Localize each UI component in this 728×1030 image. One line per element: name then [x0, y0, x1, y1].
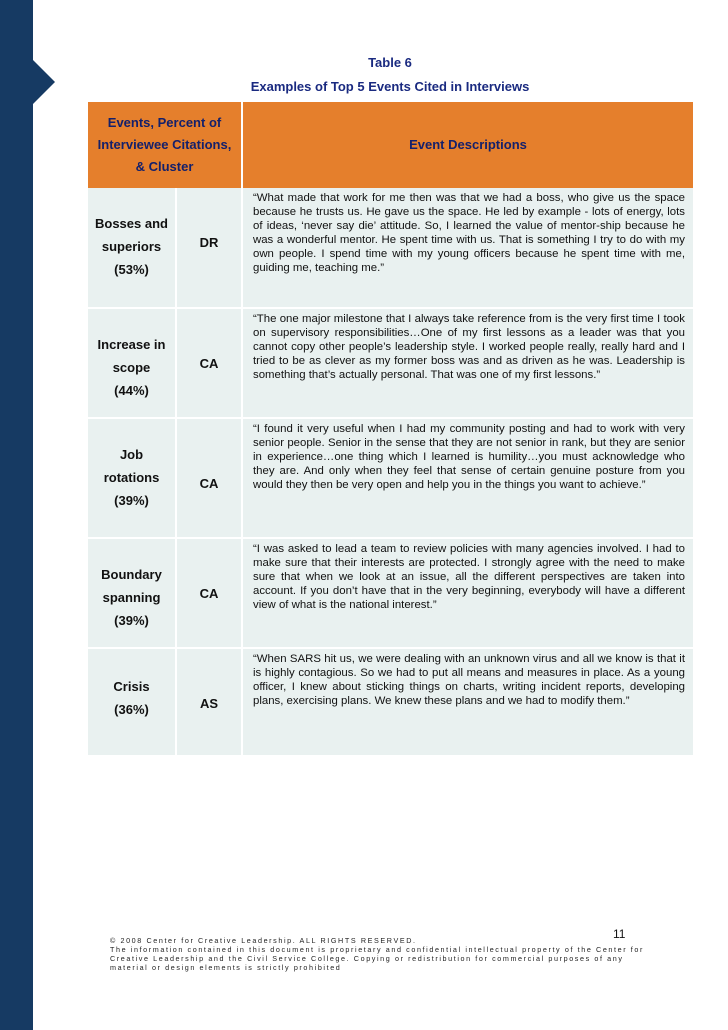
table-row: [88, 188, 693, 308]
table-row: [88, 648, 693, 756]
description-cell: [242, 418, 693, 538]
event-line: superiors: [101, 239, 162, 254]
event-percent: (44%): [114, 383, 149, 398]
footer-line: The information contained in this document is proprietary and confidential intellectual property of the Center for: [110, 945, 644, 954]
cluster-cell: [176, 648, 242, 756]
event-percent: (36%): [114, 702, 149, 717]
table-header-row: [88, 102, 693, 188]
event-label: [88, 419, 175, 512]
event-description: “What made that work for me then was that we had a boss, who give us the space because he trusts us. He gave us the space. He led by example - lots of energy, lots of ideas, ‘never say die’ attitude. So, I learned the value of mentor-ship because he was a wonderful mentor. He spent time with us. That is something I try to do with my own people. I spend time with my young officers because he spent time with me, guiding me, teaching me.”: [253, 192, 685, 274]
event-line: Boundary: [101, 567, 162, 582]
event-label: [88, 188, 175, 281]
event-line: scope: [112, 360, 151, 375]
event-line: Increase in: [97, 337, 166, 352]
event-label: [88, 539, 175, 632]
events-table: [88, 102, 693, 757]
description-cell: [242, 308, 693, 418]
event-percent: (39%): [114, 493, 149, 508]
event-cell: [88, 538, 176, 648]
cluster-cell: [176, 188, 242, 308]
page-number: 11: [613, 927, 626, 941]
event-percent: (53%): [114, 262, 149, 277]
header-events-cell: [88, 102, 242, 188]
sidebar-arrow-tab: [33, 60, 55, 104]
description-cell: [242, 188, 693, 308]
description-cell: [242, 538, 693, 648]
cluster-code: CA: [199, 476, 219, 491]
table-subtitle: Examples of Top 5 Events Cited in Interviews: [250, 79, 530, 94]
cluster-cell: [176, 418, 242, 538]
description-cell: [242, 648, 693, 756]
cluster-code: CA: [199, 356, 219, 371]
cluster-cell: [176, 308, 242, 418]
event-line: Crisis: [113, 679, 150, 694]
left-sidebar-band: [0, 0, 33, 1030]
copyright-footer: [110, 936, 650, 972]
event-description: “I was asked to lead a team to review policies with many agencies involved. I had to make sure that their interests are protected. I strongly agree with the need to make sure that when we look at an issue, all the different perspectives are taken into account. If you don’t have that in the very beginning, everybody will have a different view of what is the national interest.”: [253, 543, 685, 611]
header-events-line: Interviewee Citations,: [97, 137, 232, 152]
event-label: [88, 649, 175, 721]
footer-line: © 2008 Center for Creative Leadership. ALL RIGHTS RESERVED.: [110, 936, 417, 945]
footer-line: material or design elements is strictly prohibited: [110, 963, 342, 972]
cluster-code: CA: [199, 586, 219, 601]
event-description: “I found it very useful when I had my community posting and had to work with very senior people. Senior in the sense that they are not senior in rank, but they are senior in experience…one thing which I learned is humility…you must acknowledge who they are. And only when they feel that sense of certain genuine posture from you would they then be very open and help you in the things you want to achieve.”: [253, 423, 685, 491]
event-line: rotations: [103, 470, 160, 485]
event-percent: (39%): [114, 613, 149, 628]
footer-line: Creative Leadership and the Civil Service College. Copying or redistribution for commercial purposes of any: [110, 954, 624, 963]
table-row: [88, 538, 693, 648]
header-events-line: Events, Percent of: [107, 115, 222, 130]
cluster-code: DR: [199, 235, 219, 250]
event-cell: [88, 188, 176, 308]
event-description: “The one major milestone that I always take reference from is the very first time I took on supervisory responsibilities…One of my first lessons as a leader was that you cannot copy other people’s leadership style. I worked people really, really hard and I tried to be as clever as my former boss was and as driven as he was. Leadership is something that’s actually personal. That was one of my first lessons.”: [253, 313, 685, 381]
header-description-cell: Event Descriptions: [242, 102, 693, 188]
event-description: “When SARS hit us, we were dealing with an unknown virus and all we know is that it is highly contagious. So we had to put all means and measures in place. As a young officer, I knew about sticking things on charts, writing incident reports, developing plans, exercising plans. We knew these plans and we had to modify them.”: [253, 653, 685, 707]
event-label: [88, 309, 175, 402]
event-cell: [88, 308, 176, 418]
event-line: Bosses and: [95, 216, 168, 231]
table-title: Table 6: [368, 55, 412, 70]
event-line: spanning: [102, 590, 161, 605]
event-cell: [88, 648, 176, 756]
event-line: Job: [119, 447, 144, 462]
table-row: [88, 308, 693, 418]
event-cell: [88, 418, 176, 538]
cluster-code: AS: [199, 696, 219, 711]
cluster-cell: [176, 538, 242, 648]
header-events-line: & Cluster: [135, 159, 194, 174]
table-row: [88, 418, 693, 538]
